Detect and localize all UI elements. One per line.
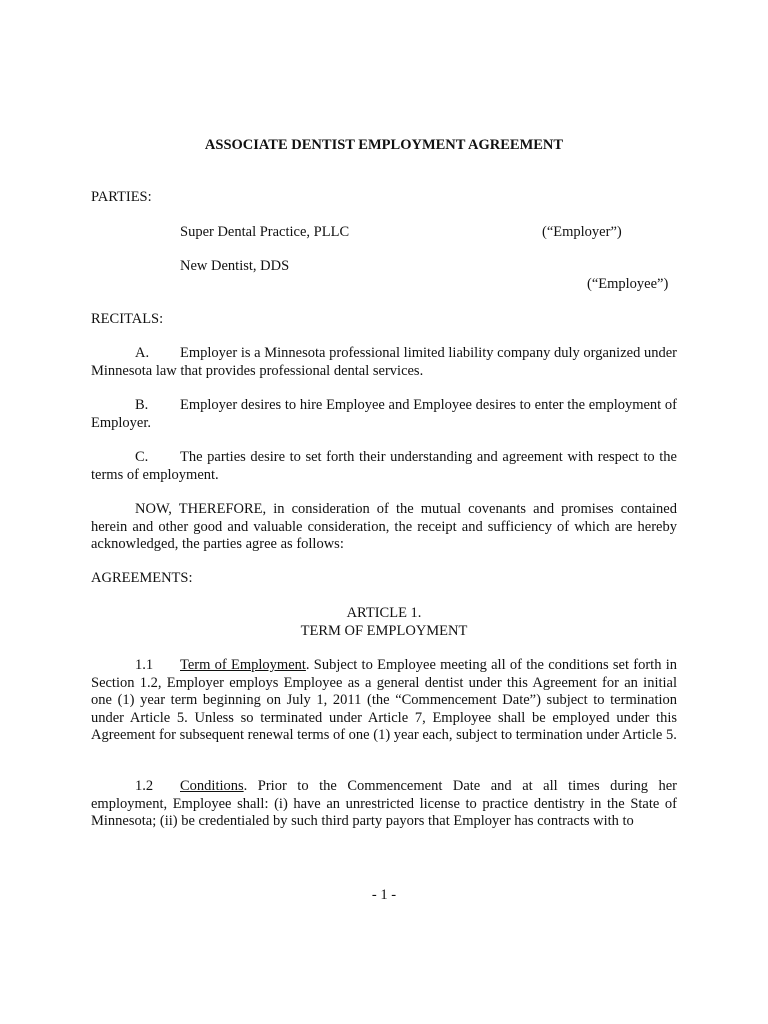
- recital-a: [91, 345, 677, 380]
- recital-c: [91, 449, 677, 484]
- section-1-2-text: . Prior to the Commencement Date and at all times during her employment, Employee shall: (i) have an unrestricted license to practice dentistry in the State of Minnesota; (ii) be credentialed by such third party payors that Employer has contracts with to: [91, 778, 677, 829]
- party-employer-role: (“Employer”): [542, 224, 622, 240]
- recital-c-text: The parties desire to set forth their understanding and agreement with respect to the terms of employment.: [91, 449, 677, 483]
- recital-b-text: Employer desires to hire Employee and Employee desires to enter the employment of Employer.: [91, 397, 677, 431]
- party-employer-name: Super Dental Practice, PLLC: [180, 224, 350, 240]
- recitals-heading: RECITALS:: [91, 311, 164, 327]
- section-1-1: [91, 657, 677, 745]
- parties-heading: PARTIES:: [91, 189, 152, 205]
- recital-b: [91, 397, 677, 432]
- section-1-1-heading: Term of Employment: [180, 657, 306, 673]
- section-1-1-text: . Subject to Employee meeting all of the conditions set forth in Section 1.2, Employer employs Employee as a general dentist under this Agreement for an initial one (1) year term beginning on July 1, 2011 (the “Commencement Date”) subject to termination under Article 5. Unless so terminated under Article 7, Employee shall be employed under this Agreement for subsequent renewal terms of one (1) year each, subject to termination under Article 5.: [91, 657, 677, 743]
- party-employee-role: (“Employee”): [587, 276, 669, 292]
- recital-b-label: B.: [135, 397, 149, 413]
- recital-a-text: Employer is a Minnesota professional limited liability company duly organized under Minnesota law that provides professional dental services.: [91, 345, 677, 379]
- recital-c-label: C.: [135, 449, 149, 465]
- section-1-2-heading: Conditions: [180, 778, 244, 794]
- section-1-1-number: 1.1: [135, 657, 154, 673]
- party-employee-name: New Dentist, DDS: [180, 258, 290, 274]
- now-therefore-text: NOW, THEREFORE, in consideration of the mutual covenants and promises contained herein and other good and valuable consideration, the receipt and sufficiency of which are hereby acknowledged, the parties agree as follows:: [91, 501, 677, 552]
- document-title: ASSOCIATE DENTIST EMPLOYMENT AGREEMENT: [204, 137, 564, 153]
- section-1-2-number: 1.2: [135, 778, 154, 794]
- page-number: - 1 -: [371, 887, 397, 903]
- now-therefore-paragraph: [91, 501, 677, 554]
- article-number: ARTICLE 1.: [346, 605, 422, 621]
- article-title: TERM OF EMPLOYMENT: [300, 623, 468, 639]
- agreements-heading: AGREEMENTS:: [91, 570, 193, 586]
- recital-a-label: A.: [135, 345, 150, 361]
- section-1-2: [91, 778, 677, 831]
